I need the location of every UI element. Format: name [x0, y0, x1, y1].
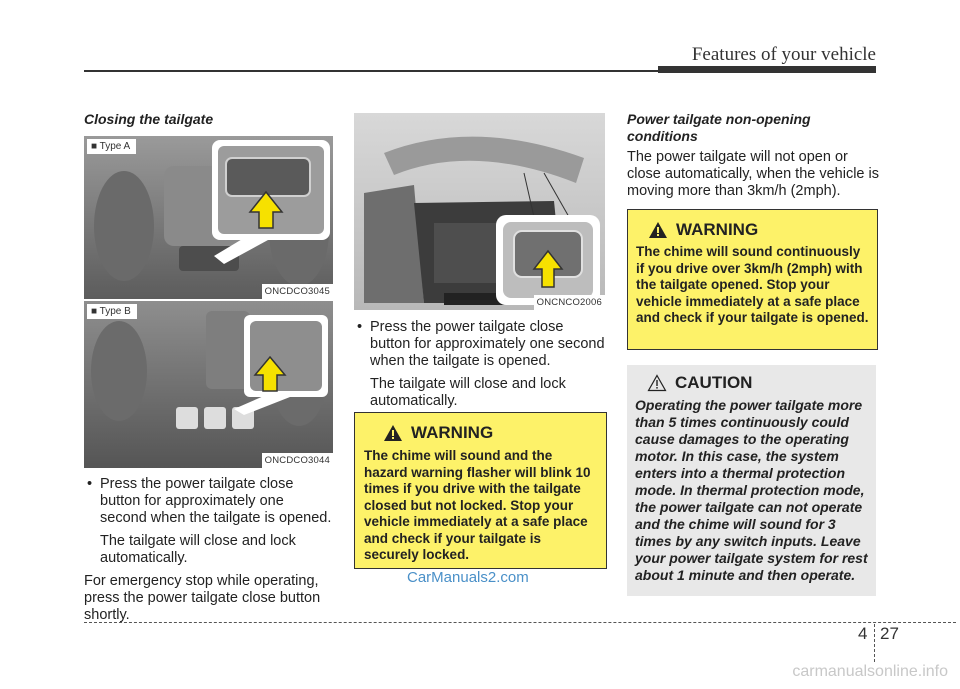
col1-bullet: • Press the power tailgate close button for approximately one second when the tailgate is opened. — [84, 476, 334, 527]
running-header: Features of your vehicle — [691, 44, 876, 65]
warning-heading — [383, 423, 606, 443]
footer-rule — [84, 622, 956, 623]
photo-type-b — [84, 301, 333, 468]
warning-text: The chime will sound continuously if you drive over 3km/h (2mph) with the tailgate opened. Stop your vehicle immediately at a safe place and check if your tailgate is opened. — [636, 244, 869, 325]
warning-triangle-icon — [383, 424, 403, 442]
watermark-link[interactable]: CarManuals2.com — [407, 569, 529, 586]
col1-instructions — [84, 476, 334, 624]
type-a-text: Type A — [99, 141, 131, 152]
page-number: 27 — [880, 624, 899, 643]
col2-bullet: • Press the power tailgate close button for approximately one second when the tailgate is opened. — [354, 319, 606, 370]
col3-paragraph: The power tailgate will not open or close automatically, when the vehicle is moving more than 3km/h (2mph). — [627, 149, 879, 199]
warning-box-col2 — [354, 412, 607, 569]
caution-text: Operating the power tailgate more than 5 times continuously could cause damages to the operating motor. In this case, the system enters into a thermal protection mode. In thermal protection mode, the power tailgate can not operate and the chime will sound for 3 times by any switch inputs. Leave your power tailgate system for rest about 1 minute and then operate. — [635, 397, 868, 583]
chapter-number: 4 — [858, 624, 868, 643]
warning-box-col3 — [627, 209, 878, 350]
col1-bullet-sub: The tailgate will close and lock automatically. — [100, 533, 296, 566]
page-number-divider — [874, 624, 876, 662]
photo-type-b-illustration — [84, 301, 333, 468]
section-title-non-opening: Power tailgate non-opening conditions — [627, 111, 811, 144]
warning-triangle-icon — [648, 221, 668, 239]
caution-title: CAUTION — [675, 373, 753, 392]
warning-heading — [648, 220, 877, 240]
type-b-text: Type B — [99, 306, 131, 317]
photo-type-a-illustration — [84, 136, 333, 299]
col2-instructions — [354, 319, 606, 410]
image-code-a: ONCDCO3045 — [262, 284, 333, 299]
type-a-label: ■ Type A — [87, 139, 136, 154]
site-watermark: carmanualsonline.info — [792, 663, 948, 680]
header-rule-accent — [658, 66, 876, 73]
col1-paragraph: For emergency stop while operating, press the power tailgate close button shortly. — [84, 573, 321, 623]
warning-title: WARNING — [676, 220, 759, 239]
caution-triangle-icon — [647, 374, 667, 392]
type-b-label: ■ Type B — [87, 304, 137, 319]
image-code-tailgate: ONCNCO2006 — [534, 295, 605, 310]
photo-type-a — [84, 136, 333, 299]
warning-text: The chime will sound and the hazard warning flasher will blink 10 times if you drive with the tailgate closed but not locked. Stop your vehicle immediately at a safe place and check if your tailgate is securely locked. — [364, 448, 591, 562]
col2-bullet-sub: The tailgate will close and lock automatically. — [370, 376, 566, 409]
caution-heading — [647, 373, 876, 393]
section-title-closing: Closing the tailgate — [84, 111, 214, 127]
image-code-b: ONCDCO3044 — [262, 453, 333, 468]
warning-title: WARNING — [411, 423, 494, 442]
caution-box — [627, 365, 876, 596]
photo-tailgate-illustration — [354, 113, 605, 310]
photo-tailgate — [354, 113, 605, 310]
